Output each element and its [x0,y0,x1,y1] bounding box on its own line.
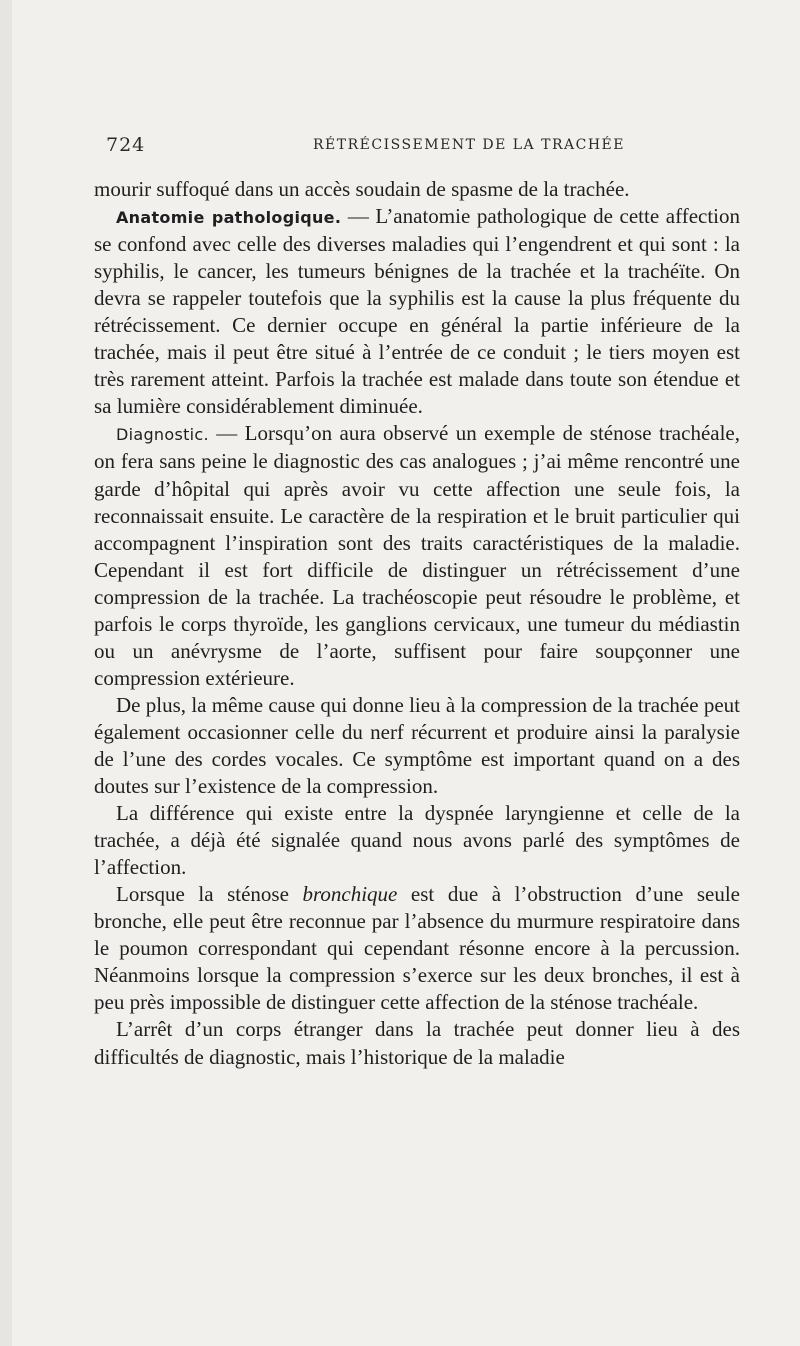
body-text [94,176,740,1071]
running-title: RÉTRÉCISSEMENT DE LA TRACHÉE [313,137,625,153]
paragraph-diagnostic [94,420,740,691]
paragraph-text: est due à l’obstruction d’une seule bronche, elle peut être reconnue par l’absence du murmure respiratoire dans le poumon correspondant qui cependant résonne encore à la percussion. Néanmoins lorsque la compression s’exerce sur les deux bronches, il est à peu près impossible de distinguer cette affection de la sténose trachéale. [94,882,740,1015]
paragraph-bronchique [94,881,740,1016]
paragraph-text: — Lorsqu’on aura observé un exemple de sténose trachéale, on fera sans peine le diagnostic des cas analogues ; j’ai même rencontré une garde d’hôpital qui après avoir vu cette affection une seule fois, la reconnaissait ensuite. Le caractère de la respiration et le bruit particulier qui accompagnent l’inspiration sont des traits caractéristiques de la maladie. Cependant il est fort difficile de distinguer un rétrécissement d’une compression de la trachée. La trachéoscopie peut résoudre le problème, et parfois le corps thyroïde, les ganglions cervicaux, une tumeur du médiastin ou un anévrysme de l’aorte, suffisent pour faire soupçonner une compression extérieure. [94,421,740,690]
paragraph-dyspnee: La différence qui existe entre la dyspnée laryngienne et celle de la trachée, a déjà été signalée quand nous avons parlé des symptômes de l’affection. [94,801,740,880]
section-heading-diagnostic: Diagnostic. [116,425,209,445]
paragraph-text: Lorsque la sténose [116,882,303,907]
page-number: 724 [106,134,146,156]
section-heading-anatomie: Anatomie pathologique. [116,208,342,228]
paragraph-corps-etranger: L’arrêt d’un corps étranger dans la trachée peut donner lieu à des difficultés de diagnostic, mais l’historique de la maladie [94,1017,740,1069]
paragraph-anatomie [94,203,740,420]
paragraph-text: — L’anatomie pathologique de cette affection se confond avec celle des diverses maladies qui l’engendrent et qui sont : la syphilis, le cancer, les tumeurs bénignes de la trachée et la trachéïte. On devra se rappeler toutefois que la syphilis est la cause la plus fréquente du rétrécissement. Ce dernier occupe en général la partie inférieure de la trachée, mais il peut être situé à l’entrée de ce conduit ; le tiers moyen est très rarement atteint. Parfois la trachée est malade dans toute son étendue et sa lumière considérablement diminuée. [94,204,741,419]
italic-term: bronchique [302,882,398,907]
paragraph-continuation: mourir suffoqué dans un accès soudain de spasme de la trachée. [94,177,630,201]
paragraph-compression: De plus, la même cause qui donne lieu à la compression de la trachée peut également occasionner celle du nerf récurrent et produire ainsi la paralysie de l’une des cordes vocales. Ce symptôme est important quand on a des doutes sur l’existence de la compression. [94,692,740,799]
page-header [106,134,752,158]
